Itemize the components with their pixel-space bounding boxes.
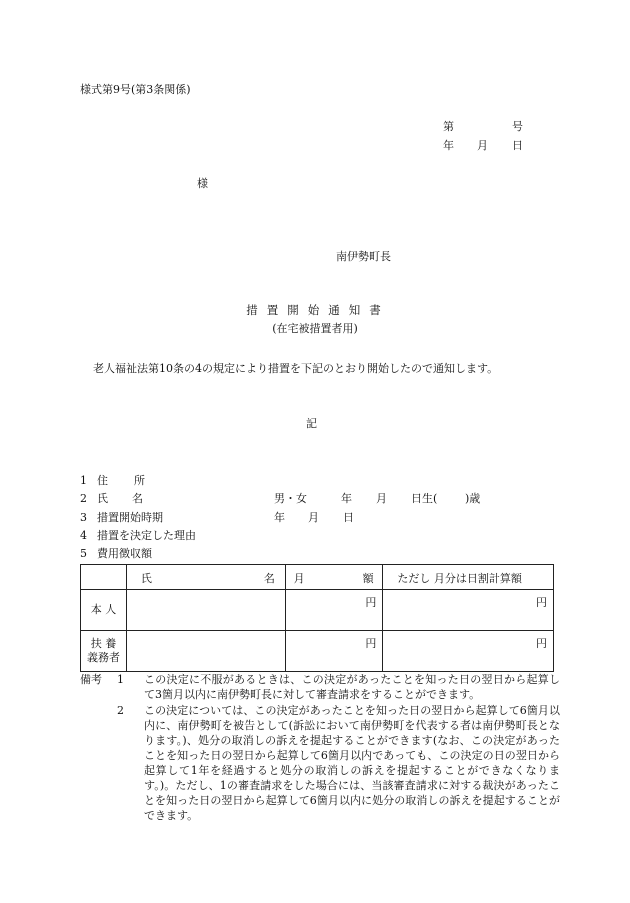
item-label-name: 氏名 [97, 492, 167, 505]
supporter-prorated-cell[interactable] [383, 631, 554, 672]
yen-unit: 円 [536, 637, 547, 650]
remark-number: 2 [117, 704, 124, 717]
item-number: 2 [80, 492, 87, 505]
header-name-cell [126, 565, 285, 590]
yen-unit: 円 [365, 637, 377, 650]
item-number: 3 [80, 511, 87, 524]
table-row [81, 590, 554, 631]
birth-month: 月 [376, 492, 387, 505]
header-month-2: 額 [362, 572, 374, 585]
header-note-cell [383, 565, 554, 590]
document-number-label: 第 [443, 120, 454, 133]
issue-date-month: 月 [477, 139, 488, 152]
item-number: 5 [80, 547, 87, 560]
birth-year: 年 [341, 492, 352, 505]
fee-table [80, 564, 554, 672]
header-note: ただし 月分は日割計算額 [397, 572, 522, 585]
remark-number: 1 [117, 673, 124, 686]
self-prorated-cell[interactable] [383, 590, 554, 631]
document-title: 措置開始通知書 [246, 303, 390, 317]
item-label-address: 住所 [97, 474, 171, 487]
ki-heading: 記 [306, 417, 317, 430]
supporter-name-cell[interactable] [126, 631, 285, 672]
issue-date-day: 日 [512, 139, 523, 152]
document-subtitle: (在宅被措置者用) [272, 322, 358, 335]
yen-unit: 円 [536, 596, 547, 609]
document-number-suffix: 号 [512, 120, 523, 133]
notice-body: 老人福祉法第10条の4の規定により措置を下記のとおり開始したので通知します。 [93, 362, 499, 375]
sex-choice: 男・女 [274, 492, 307, 505]
row-label-supporter-1: 扶 養 [90, 636, 117, 650]
supporter-amount-cell[interactable] [285, 631, 383, 672]
item-label-start-date: 措置開始時期 [97, 511, 163, 524]
form-number: 様式第9号(第3条関係) [80, 83, 191, 96]
row-label-supporter [81, 631, 127, 672]
header-name-2: 名 [263, 572, 275, 585]
birth-day: 日生( [411, 492, 438, 505]
header-month-1: 月 [293, 572, 305, 585]
addressee-suffix: 様 [197, 177, 208, 190]
remarks-heading: 備考 [80, 673, 102, 686]
header-name-1: 氏 [140, 572, 152, 585]
start-day: 日 [343, 511, 354, 524]
item-number: 1 [80, 474, 87, 487]
item-label-reason: 措置を決定した理由 [97, 529, 196, 542]
remark-2: この決定については、この決定があったことを知った日の翌日から起算して6箇月以内に、南伊勢町を被告として(訴訟において南伊勢町を代表する者は南伊勢町長となります。)、処分の取消しの訴えを提起することができます(なお、この決定があったことを知った日の翌日から起算して6箇月以内であっても、この決定の日の翌日から起算して1年を経過すると処分の取消しの訴えを提起することができなくなります。)。ただし、1の審査請求をした場合には、当該審査請求に対する裁決があったことを知った日の翌日から起算して6箇月以内に処分の取消しの訴えを提起することができます。 [144, 704, 560, 822]
start-month: 月 [308, 511, 319, 524]
issuer-name: 南伊勢町長 [336, 250, 391, 263]
start-year: 年 [274, 511, 285, 524]
table-corner-cell [81, 565, 127, 590]
table-header-row [81, 565, 554, 590]
item-label-fee: 費用徴収額 [97, 547, 152, 560]
issue-date-year: 年 [443, 139, 454, 152]
yen-unit: 円 [365, 596, 377, 609]
table-row [81, 631, 554, 672]
row-label-supporter-2: 義務者 [86, 651, 120, 664]
self-amount-cell[interactable] [285, 590, 383, 631]
remark-1: この決定に不服があるときは、この決定があったことを知った日の翌日から起算して3箇月以内に南伊勢町長に対して審査請求をすることができます。 [144, 673, 560, 701]
self-name-cell[interactable] [126, 590, 285, 631]
header-monthly-cell [285, 565, 383, 590]
item-number: 4 [80, 529, 87, 542]
age: )歳 [465, 492, 481, 505]
row-label-self: 本 人 [81, 590, 127, 631]
